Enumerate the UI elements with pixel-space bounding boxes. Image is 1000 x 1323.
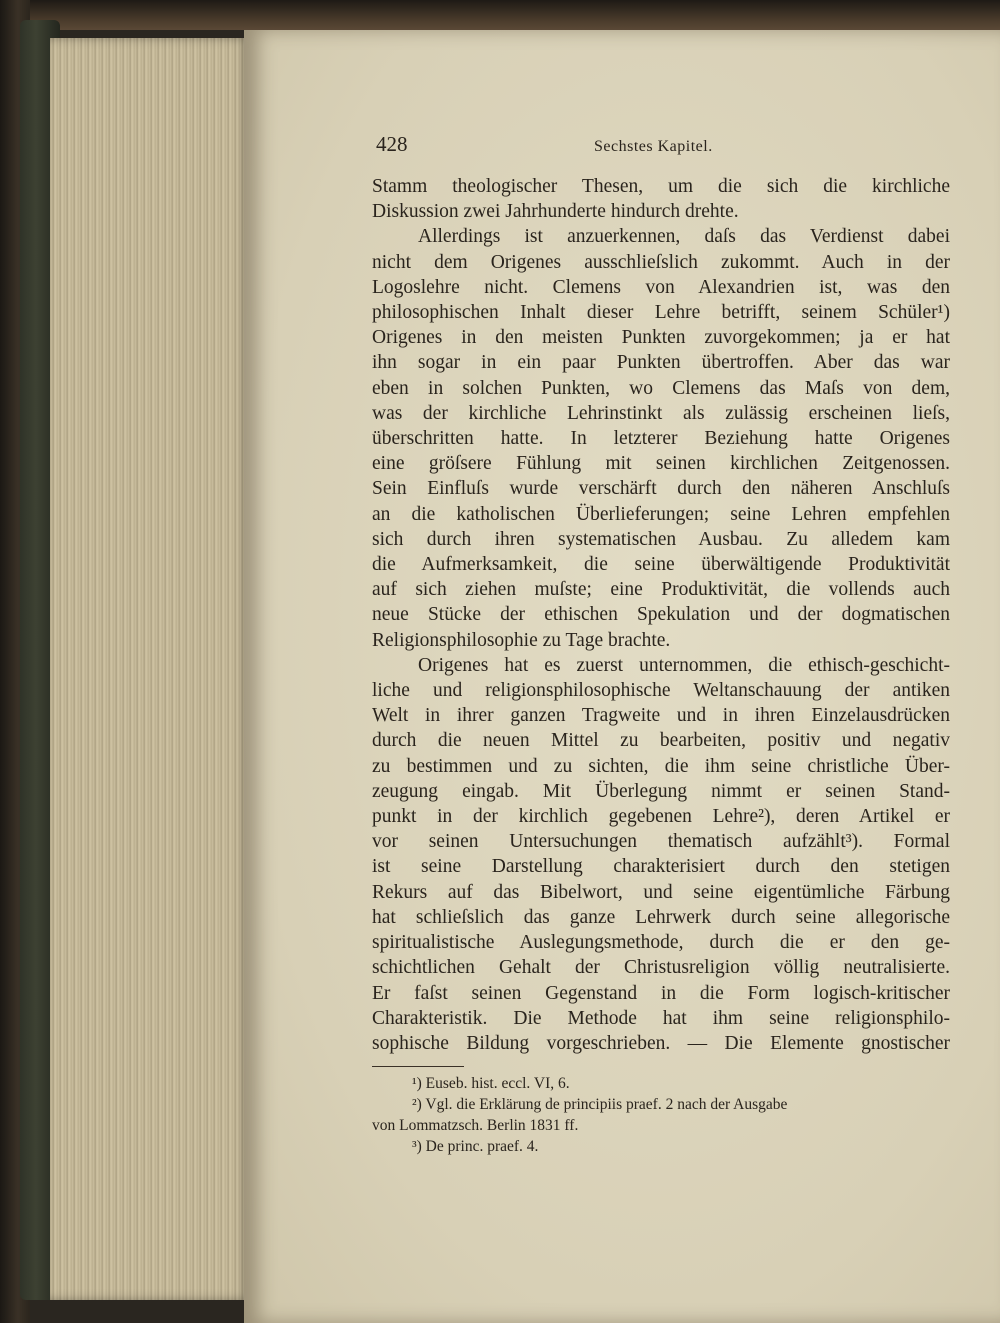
- text-line: durch die neuen Mittel zu bearbeiten, positiv und negativ: [372, 730, 950, 752]
- text-line: spiritualistische Auslegungsmethode, durch die er den ge-: [372, 932, 950, 954]
- text-line: an die katholischen Überlieferungen; seine Lehren empfehlen: [372, 503, 950, 525]
- text-line: eben in solchen Punkten, wo Clemens das Maſs von dem,: [372, 377, 950, 399]
- footnote-line: ¹) Euseb. hist. eccl. VI, 6.: [412, 1075, 570, 1093]
- text-line: neue Stücke der ethischen Spekulation und der dogmatischen: [372, 604, 950, 626]
- text-line: eine gröſsere Fühlung mit seinen kirchlichen Zeitgenossen.: [372, 453, 950, 475]
- footnote-rule: [372, 1066, 464, 1067]
- text-line: vor seinen Untersuchungen thematisch aufzählt³). Formal: [372, 831, 950, 853]
- text-line: ist seine Darstellung charakterisiert durch den stetigen: [372, 856, 950, 878]
- text-line: Charakteristik. Die Methode hat ihm seine religionsphilo-: [372, 1007, 950, 1029]
- text-line: nicht dem Origenes ausschlieſslich zukommt. Auch in der: [372, 251, 950, 273]
- text-line: die Aufmerksamkeit, die seine überwältigende Produktivität: [372, 554, 950, 576]
- footnote-line: von Lommatzsch. Berlin 1831 ff.: [372, 1117, 579, 1135]
- text-line: hat schlieſslich das ganze Lehrwerk durch seine allegorische: [372, 906, 950, 928]
- text-line: Rekurs auf das Bibelwort, und seine eigentümliche Färbung: [372, 881, 950, 903]
- text-line: punkt in der kirchlich gegebenen Lehre²), deren Artikel er: [372, 806, 950, 828]
- footnotes: [372, 1073, 950, 1157]
- footnote-line: ²) Vgl. die Erklärung de principiis praef. 2 nach der Ausgabe: [412, 1096, 788, 1114]
- text-line: Sein Einfluſs wurde verschärft durch den näheren Anschluſs: [372, 478, 950, 500]
- text-line: philosophischen Inhalt dieser Lehre betrifft, seinem Schüler¹): [372, 302, 950, 324]
- text-line: Religionsphilosophie zu Tage brachte.: [372, 629, 671, 651]
- text-line: sich durch ihren systematischen Ausbau. Zu alledem kam: [372, 528, 950, 550]
- text-line: Stamm theologischer Thesen, um die sich die kirchliche: [372, 176, 950, 197]
- text-line: Diskussion zwei Jahrhunderte hindurch drehte.: [372, 201, 739, 223]
- scan-top-edge: [30, 0, 1000, 30]
- text-line: liche und religionsphilosophische Weltanschauung der antiken: [372, 680, 950, 702]
- footnote-line: ³) De princ. praef. 4.: [412, 1138, 539, 1156]
- text-line: Er faſst seinen Gegenstand in die Form logisch-kritischer: [372, 982, 950, 1004]
- page-number: 428: [376, 132, 408, 156]
- running-head: Sechstes Kapitel.: [594, 138, 713, 155]
- text-line: ihn sogar in ein paar Punkten übertroffen. Aber das war: [372, 352, 950, 374]
- text-line: Allerdings ist anzuerkennen, daſs das Verdienst dabei: [418, 226, 950, 248]
- text-line: Logoslehre nicht. Clemens von Alexandrien ist, was den: [372, 276, 950, 298]
- text-line: auf sich ziehen muſste; eine Produktivität, die vollends auch: [372, 579, 950, 601]
- text-line: schichtlichen Gehalt der Christusreligion völlig neutralisierte.: [372, 957, 950, 979]
- text-line: zeugung eingab. Mit Überlegung nimmt er seinen Stand-: [372, 780, 950, 802]
- text-line: überschritten hatte. In letzterer Beziehung hatte Origenes: [372, 428, 950, 450]
- page-header: [372, 132, 950, 174]
- body-text: [372, 174, 950, 1056]
- text-line: sophische Bildung vorgeschrieben. — Die Elemente gnostischer: [372, 1032, 950, 1054]
- text-line: Origenes in den meisten Punkten zuvorgekommen; ja er hat: [372, 327, 950, 349]
- text-line: Welt in ihrer ganzen Tragweite und in ihren Einzelausdrücken: [372, 705, 950, 727]
- text-line: was der kirchliche Lehrinstinkt als zulässig erscheinen lieſs,: [372, 402, 950, 424]
- text-line: zu bestimmen und zu sichten, die ihm seine christliche Über-: [372, 755, 950, 777]
- page-content: [372, 132, 950, 1157]
- text-line: Origenes hat es zuerst unternommen, die ethisch-geschicht-: [418, 654, 950, 676]
- page-stack-edges: [50, 38, 250, 1300]
